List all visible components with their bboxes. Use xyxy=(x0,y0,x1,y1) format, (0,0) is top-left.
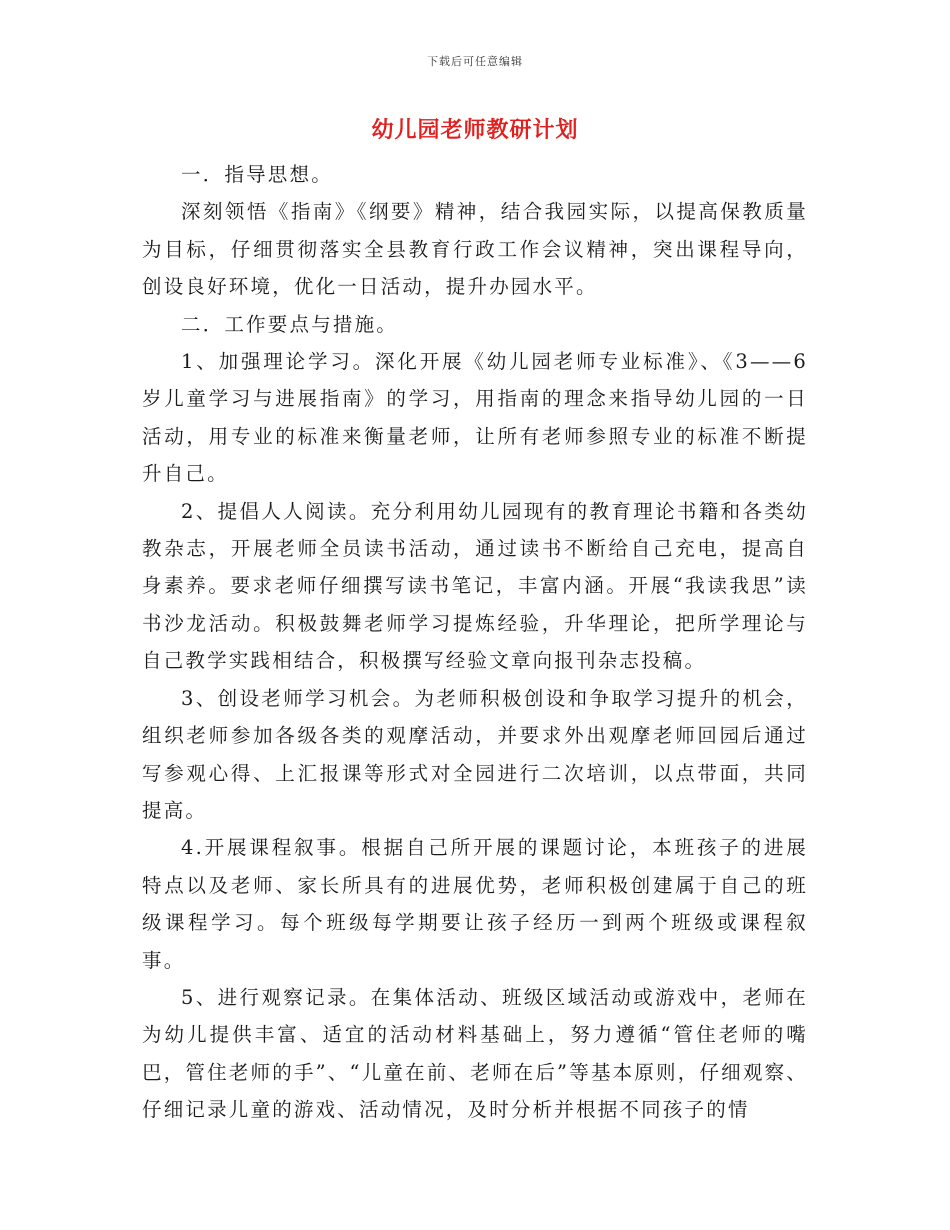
list-item-theory-study: 1、加强理论学习。深化开展《幼儿园老师专业标准》、《3——6岁儿童学习与进展指南》的学习，用指南的理念来指导幼儿园的一日活动，用专业的标准来衡量老师，让所有老师参照专业的标准不断提升自己。 xyxy=(142,350,808,486)
paragraph: 深刻领悟《指南》《纲要》精神，结合我园实际，以提高保教质量为目标，仔细贯彻落实全县教育行政工作会议精神，突出课程导向，创设良好环境，优化一日活动，提升办园水平。 xyxy=(142,200,808,299)
document-body xyxy=(142,156,808,1129)
section-heading-work-points: 二．工作要点与措施。 xyxy=(181,312,399,336)
page-header: 下载后可任意编辑 xyxy=(427,55,523,68)
list-item-reading: 2、提倡人人阅读。充分利用幼儿园现有的教育理论书籍和各类幼教杂志，开展老师全员读书活动，通过读书不断给自己充电，提高自身素养。要求老师仔细撰写读书笔记，丰富内涵。开展“我读我思”读书沙龙活动。积极鼓舞老师学习提炼经验，升华理论，把所学理论与自己教学实践相结合，积极撰写经验文章向报刊杂志投稿。 xyxy=(142,499,808,673)
document-title: 幼儿园老师教研计划 xyxy=(371,117,579,143)
section-heading-guiding-ideology: 一．指导思想。 xyxy=(181,163,333,186)
list-item-learning-opportunities: 3、创设老师学习机会。为老师积极创设和争取学习提升的机会，组织老师参加各级各类的观摩活动，并要求外出观摩老师回园后通过写参观心得、上汇报课等形式对全园进行二次培训，以点带面，共同提高。 xyxy=(142,686,808,822)
list-item-observation-records: 5、进行观察记录。在集体活动、班级区域活动或游戏中，老师在为幼儿提供丰富、适宜的活动材料基础上，努力遵循“管住老师的嘴巴，管住老师的手”、“儿童在前、老师在后”等基本原则，仔细观察、仔细记录儿童的游戏、活动情况，及时分析并根据不同孩子的情 xyxy=(142,985,808,1122)
list-item-curriculum-narrative: 4.开展课程叙事。根据自己所开展的课题讨论，本班孩子的进展特点以及老师、家长所具有的进展优势，老师积极创建属于自己的班级课程学习。每个班级每学期要让孩子经历一到两个班级或课程叙事。 xyxy=(142,836,808,972)
